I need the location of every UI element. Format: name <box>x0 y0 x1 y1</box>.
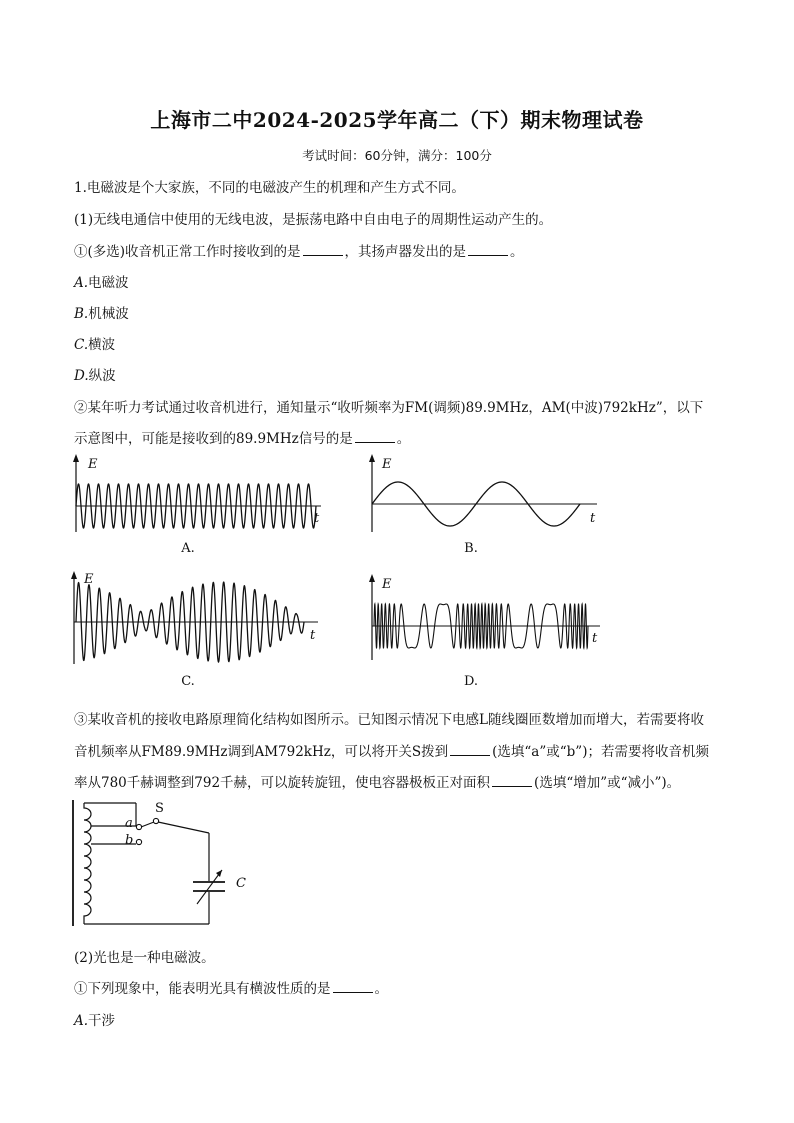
receiver-circuit-diagram <box>64 796 264 931</box>
sub-question-3-text-d: (选填“增加”或“减小”)。 <box>534 775 681 791</box>
wire <box>158 822 209 833</box>
figure-caption-a: A. <box>181 541 195 556</box>
switch-pivot <box>153 818 158 823</box>
answer-blank[interactable] <box>355 430 395 443</box>
e-axis-arrow <box>369 454 375 462</box>
figure-caption-b: B. <box>464 541 478 556</box>
part-2-text: (2)光也是一种电磁波。 <box>74 950 215 966</box>
waveform-d-figure <box>362 572 612 664</box>
sub-question-1-text-b: ，其扬声器发出的是 <box>344 244 467 260</box>
part-2-sub-question-1 <box>74 977 388 997</box>
e-axis-label: E <box>88 457 98 472</box>
capacitor-label: C <box>236 876 246 891</box>
sub-question-2-text-b: 。 <box>396 431 411 447</box>
sub-question-1 <box>74 240 524 260</box>
figure-caption-d: D. <box>463 674 479 689</box>
option-d <box>74 364 116 384</box>
page-title: 上海市二中2024-2025学年高二（下）期末物理试卷 <box>150 108 644 132</box>
t-axis-label: t <box>310 628 316 643</box>
variable-arrowhead <box>216 870 222 877</box>
option-letter: C. <box>74 337 89 353</box>
contact-b-label: b <box>125 833 134 848</box>
e-axis-label: E <box>84 572 94 587</box>
waveform-c-figure <box>66 568 331 668</box>
t-axis-label: t <box>590 511 596 526</box>
sub-question-3-line-2 <box>74 740 709 760</box>
figure-caption-c: C. <box>181 674 195 689</box>
sub-question-3-line-1: ③某收音机的接收电路原理简化结构如图所示。已知图示情况下电感L随线圈匝数增加而增大，若需要将收 <box>74 712 704 728</box>
option-letter: A. <box>74 1013 89 1029</box>
sub-question-3-text-b: (选填“a”或“b”)；若需要将收音机频 <box>492 744 709 760</box>
contact-a <box>136 824 141 829</box>
waveform-b-figure <box>362 452 612 537</box>
answer-blank[interactable] <box>468 243 508 256</box>
answer-blank[interactable] <box>492 774 532 787</box>
sub-question-3-text-a: 音机频率从FM89.9MHz调到AM792kHz，可以将开关S拨到 <box>74 744 449 760</box>
contact-a-label: a <box>125 816 133 831</box>
switch-label: S <box>155 801 164 816</box>
answer-blank[interactable] <box>303 243 343 256</box>
sub-question-3-line-3 <box>74 771 680 791</box>
part-1-text: (1)无线电通信中使用的无线电波，是振荡电路中自由电子的周期性运动产生的。 <box>74 212 553 228</box>
option-text: 横波 <box>88 337 116 353</box>
sub-question-2-line-2 <box>74 427 410 447</box>
question-intro: 1.电磁波是个大家族，不同的电磁波产生的机理和产生方式不同。 <box>74 180 465 196</box>
e-axis-arrow <box>71 571 77 579</box>
sub-question-1-text-a: ①(多选)收音机正常工作时接收到的是 <box>74 244 301 260</box>
sub-question-2-text-a: 示意图中，可能是接收到的89.9MHz信号的是 <box>74 431 353 447</box>
e-axis-label: E <box>382 577 392 592</box>
part-2-sub-question-1-text-b: 。 <box>374 981 388 997</box>
option-letter: D. <box>74 368 89 384</box>
e-axis-arrow <box>73 454 79 462</box>
contact-b <box>136 839 141 844</box>
exam-info: 考试时间：60分钟，满分：100分 <box>302 148 492 163</box>
inductor-coil <box>84 803 91 924</box>
part-2-option-a <box>74 1009 115 1029</box>
option-text: 机械波 <box>88 306 129 322</box>
t-axis-label: t <box>314 511 320 526</box>
sub-question-2-line-1: ②某年听力考试通过收音机进行，通知量示“收听频率为FM(调频)89.9MHz，AM(中波)792kHz”，以下 <box>74 400 704 416</box>
option-letter: B. <box>74 306 89 322</box>
sub-question-3-text-c: 率从780千赫调整到792千赫，可以旋转旋钮，使电容器极板正对面积 <box>74 775 491 791</box>
option-b <box>74 302 129 322</box>
option-a <box>74 271 129 291</box>
switch-s <box>141 822 154 827</box>
part-2-sub-question-1-text-a: ①下列现象中，能表明光具有横波性质的是 <box>74 981 331 997</box>
answer-blank[interactable] <box>450 743 490 756</box>
e-axis-label: E <box>382 457 392 472</box>
option-c <box>74 333 115 353</box>
t-axis-label: t <box>592 631 598 646</box>
e-axis-arrow <box>369 574 375 582</box>
option-text: 纵波 <box>88 368 116 384</box>
answer-blank[interactable] <box>333 980 373 993</box>
option-letter: A. <box>74 275 89 291</box>
waveform-a-figure <box>66 452 336 537</box>
option-text: 干涉 <box>88 1013 116 1029</box>
sub-question-1-text-c: 。 <box>510 244 524 260</box>
option-text: 电磁波 <box>88 275 129 291</box>
